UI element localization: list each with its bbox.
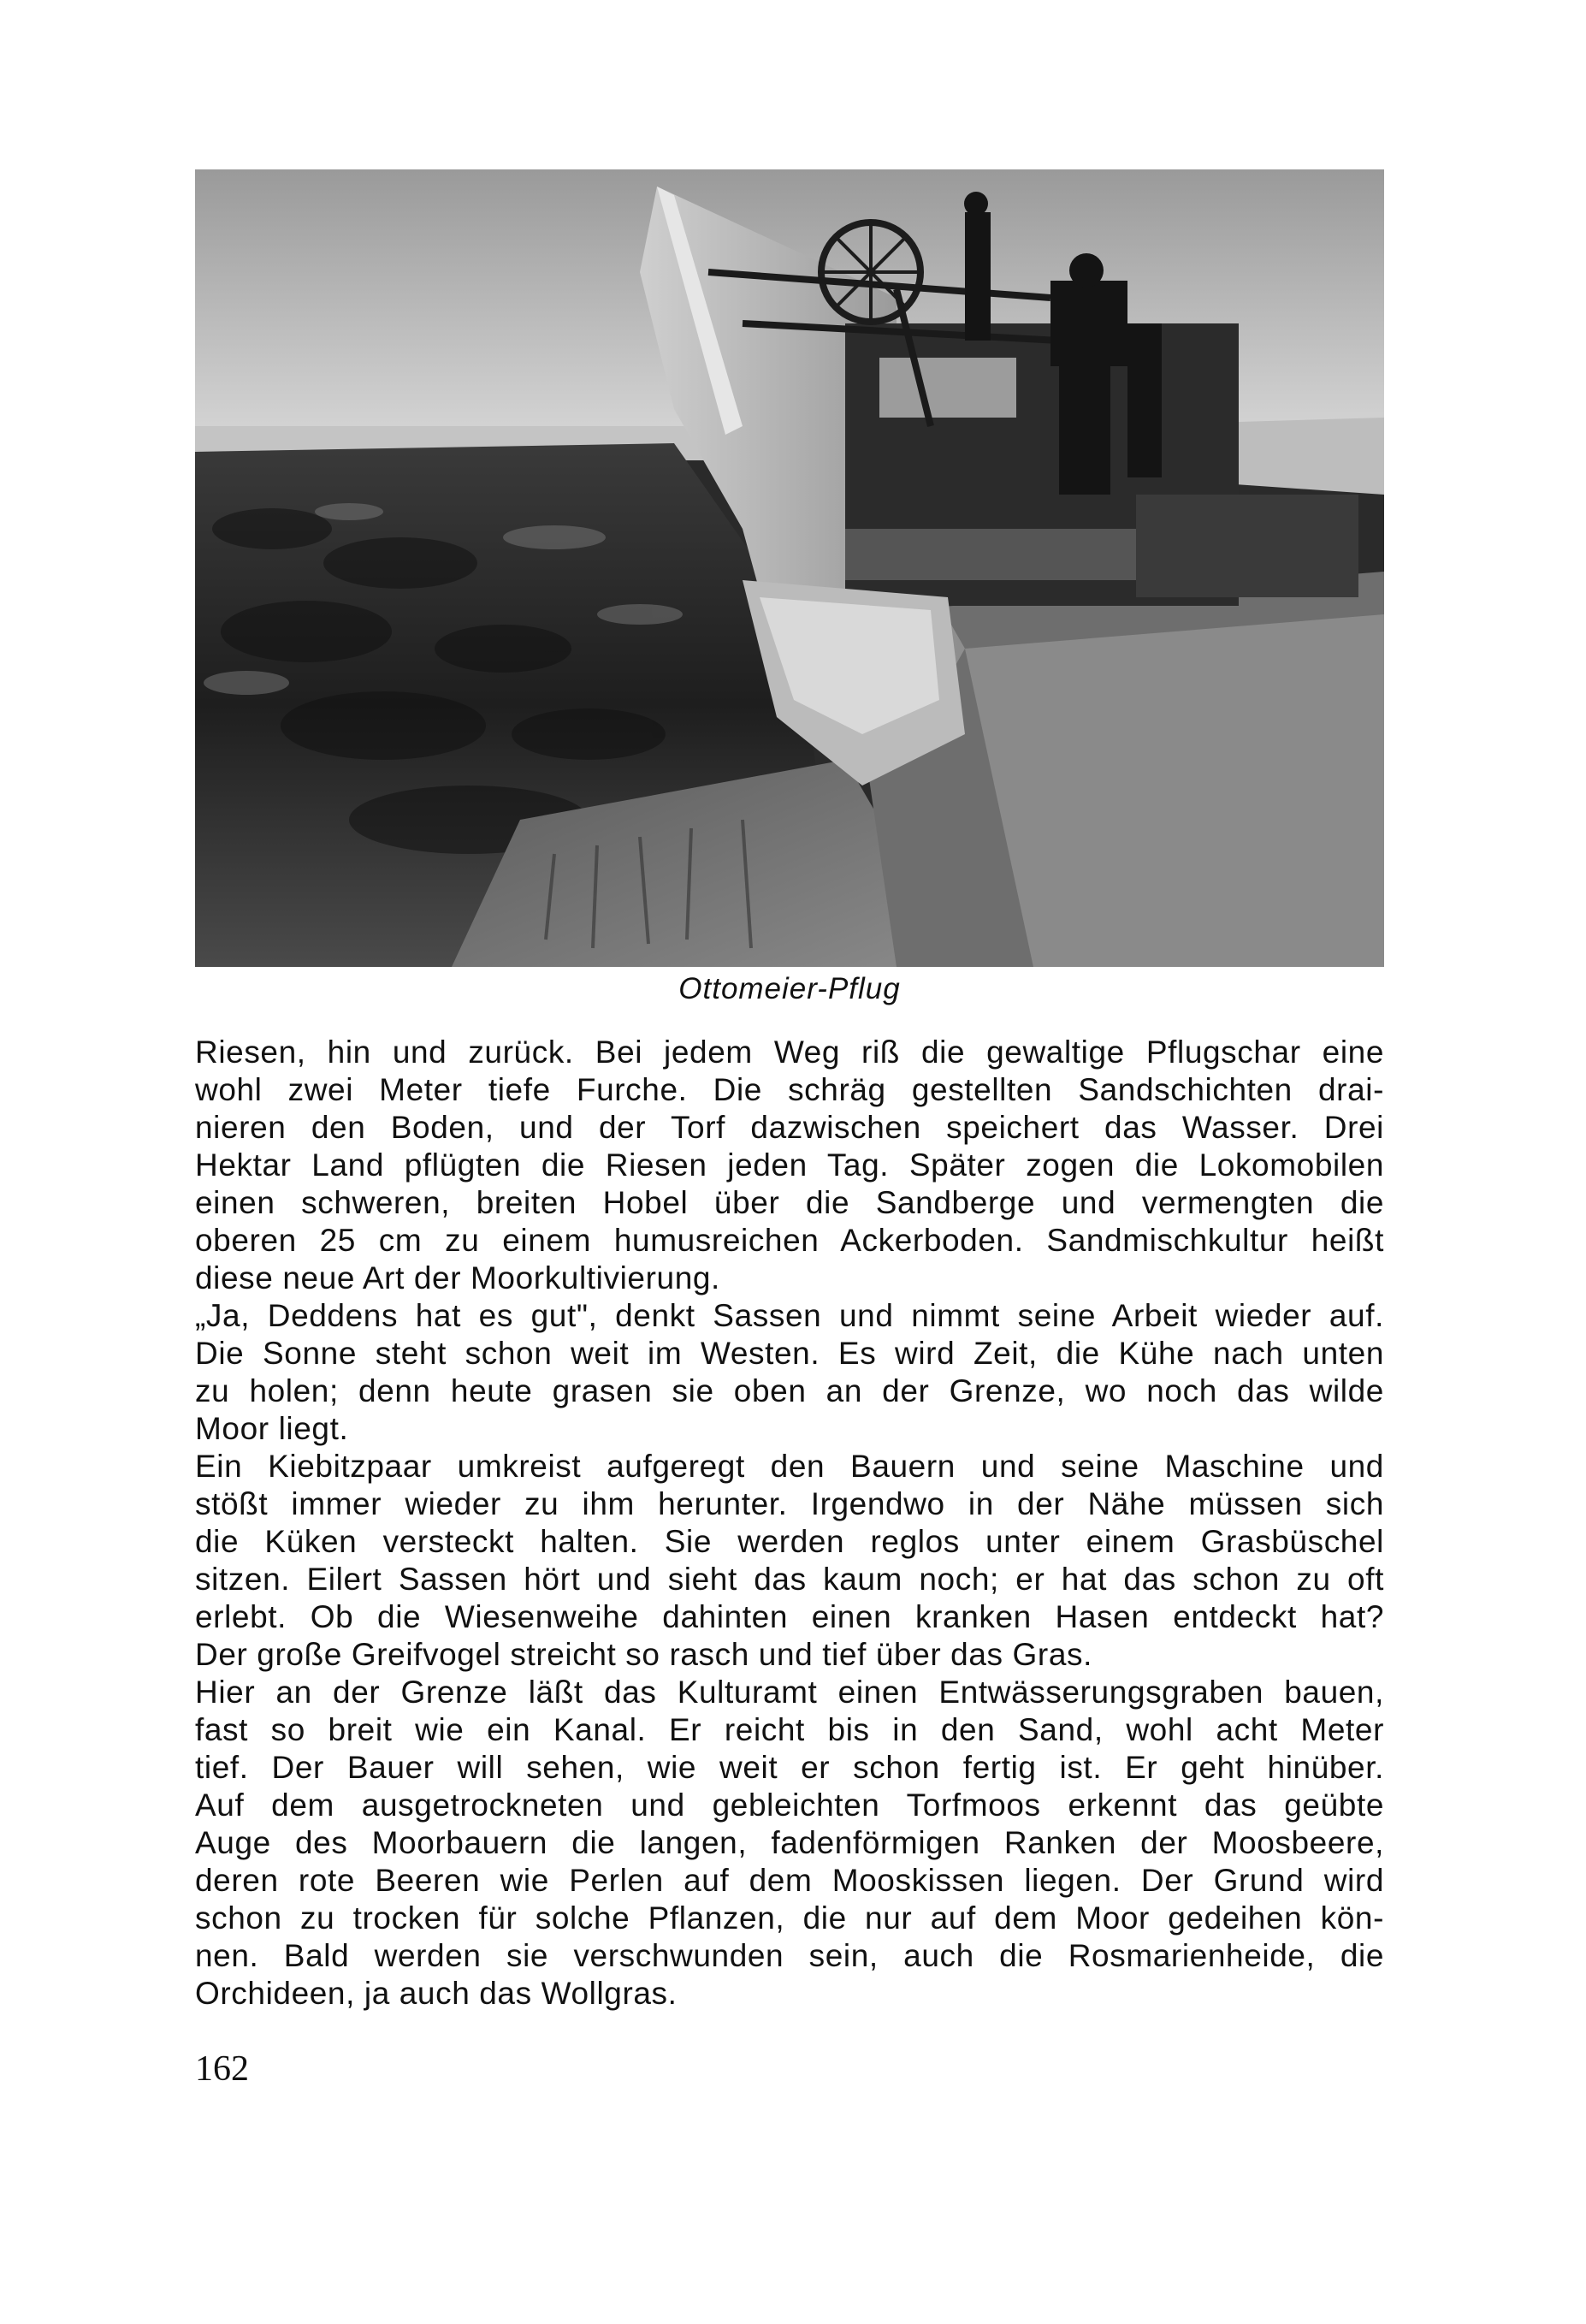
text-line: Auge des Moorbauern die langen, fadenförmigen Ranken der Moosbeere, (195, 1825, 1384, 1860)
text-line: deren rote Beeren wie Perlen auf dem Mooskissen liegen. Der Grund wird (195, 1863, 1384, 1898)
text-line: stößt immer wieder zu ihm herunter. Irgendwo in der Nähe müssen sich (195, 1486, 1384, 1521)
text-line: die Küken versteckt halten. Sie werden reglos unter einem Grasbüschel (195, 1524, 1384, 1559)
text-line: sitzen. Eilert Sassen hört und sieht das kaum noch; er hat das schon zu oft (195, 1562, 1384, 1597)
text-line: erlebt. Ob die Wiesenweihe dahinten einen kranken Hasen entdeckt hat? (195, 1599, 1384, 1634)
text-line: diese neue Art der Moorkultivierung. (195, 1260, 720, 1295)
text-line: Riesen, hin und zurück. Bei jedem Weg riß die gewaltige Pflugschar eine (195, 1035, 1384, 1070)
text-line: fast so breit wie ein Kanal. Er reicht bis in den Sand, wohl acht Meter (195, 1712, 1384, 1747)
text-line: Orchideen, ja auch das Wollgras. (195, 1976, 678, 2011)
text-line: oberen 25 cm zu einem humusreichen Ackerboden. Sandmischkultur heißt (195, 1223, 1384, 1258)
text-line: einen schweren, breiten Hobel über die Sandberge und vermengten die (195, 1185, 1384, 1220)
text-line: zu holen; denn heute grasen sie oben an der Grenze, wo noch das wilde (195, 1373, 1384, 1408)
text-line: Moor liegt. (195, 1411, 349, 1446)
ottomeier-plough-photo (195, 169, 1384, 967)
text-line: Hier an der Grenze läßt das Kulturamt einen Entwässerungsgraben bauen, (195, 1675, 1384, 1710)
text-line: nen. Bald werden sie verschwunden sein, auch die Rosmarienheide, die (195, 1938, 1384, 1973)
figure-caption: Ottomeier-Pflug (678, 972, 901, 1005)
text-line: Die Sonne steht schon weit im Westen. Es wird Zeit, die Kühe nach unten (195, 1336, 1384, 1371)
body-text (195, 1034, 1384, 2013)
page-number: 162 (195, 2049, 249, 2089)
text-line: Hektar Land pflügten die Riesen jeden Tag. Später zogen die Lokomobilen (195, 1147, 1384, 1183)
text-line: wohl zwei Meter tiefe Furche. Die schräg gestellten Sandschichten drai- (195, 1072, 1384, 1107)
plough-photo-illustration (195, 169, 1384, 967)
text-line: Ein Kiebitzpaar umkreist aufgeregt den Bauern und seine Maschine und (195, 1449, 1384, 1484)
text-line: schon zu trocken für solche Pflanzen, die nur auf dem Moor gedeihen kön- (195, 1900, 1384, 1936)
text-line: nieren den Boden, und der Torf dazwischen speichert das Wasser. Drei (195, 1110, 1384, 1145)
text-line: Auf dem ausgetrockneten und gebleichten Torfmoos erkennt das geübte (195, 1787, 1384, 1823)
text-line: Der große Greifvogel streicht so rasch und tief über das Gras. (195, 1637, 1092, 1672)
text-line: tief. Der Bauer will sehen, wie weit er schon fertig ist. Er geht hinüber. (195, 1750, 1384, 1785)
text-line: „Ja, Deddens hat es gut", denkt Sassen und nimmt seine Arbeit wieder auf. (195, 1298, 1384, 1333)
